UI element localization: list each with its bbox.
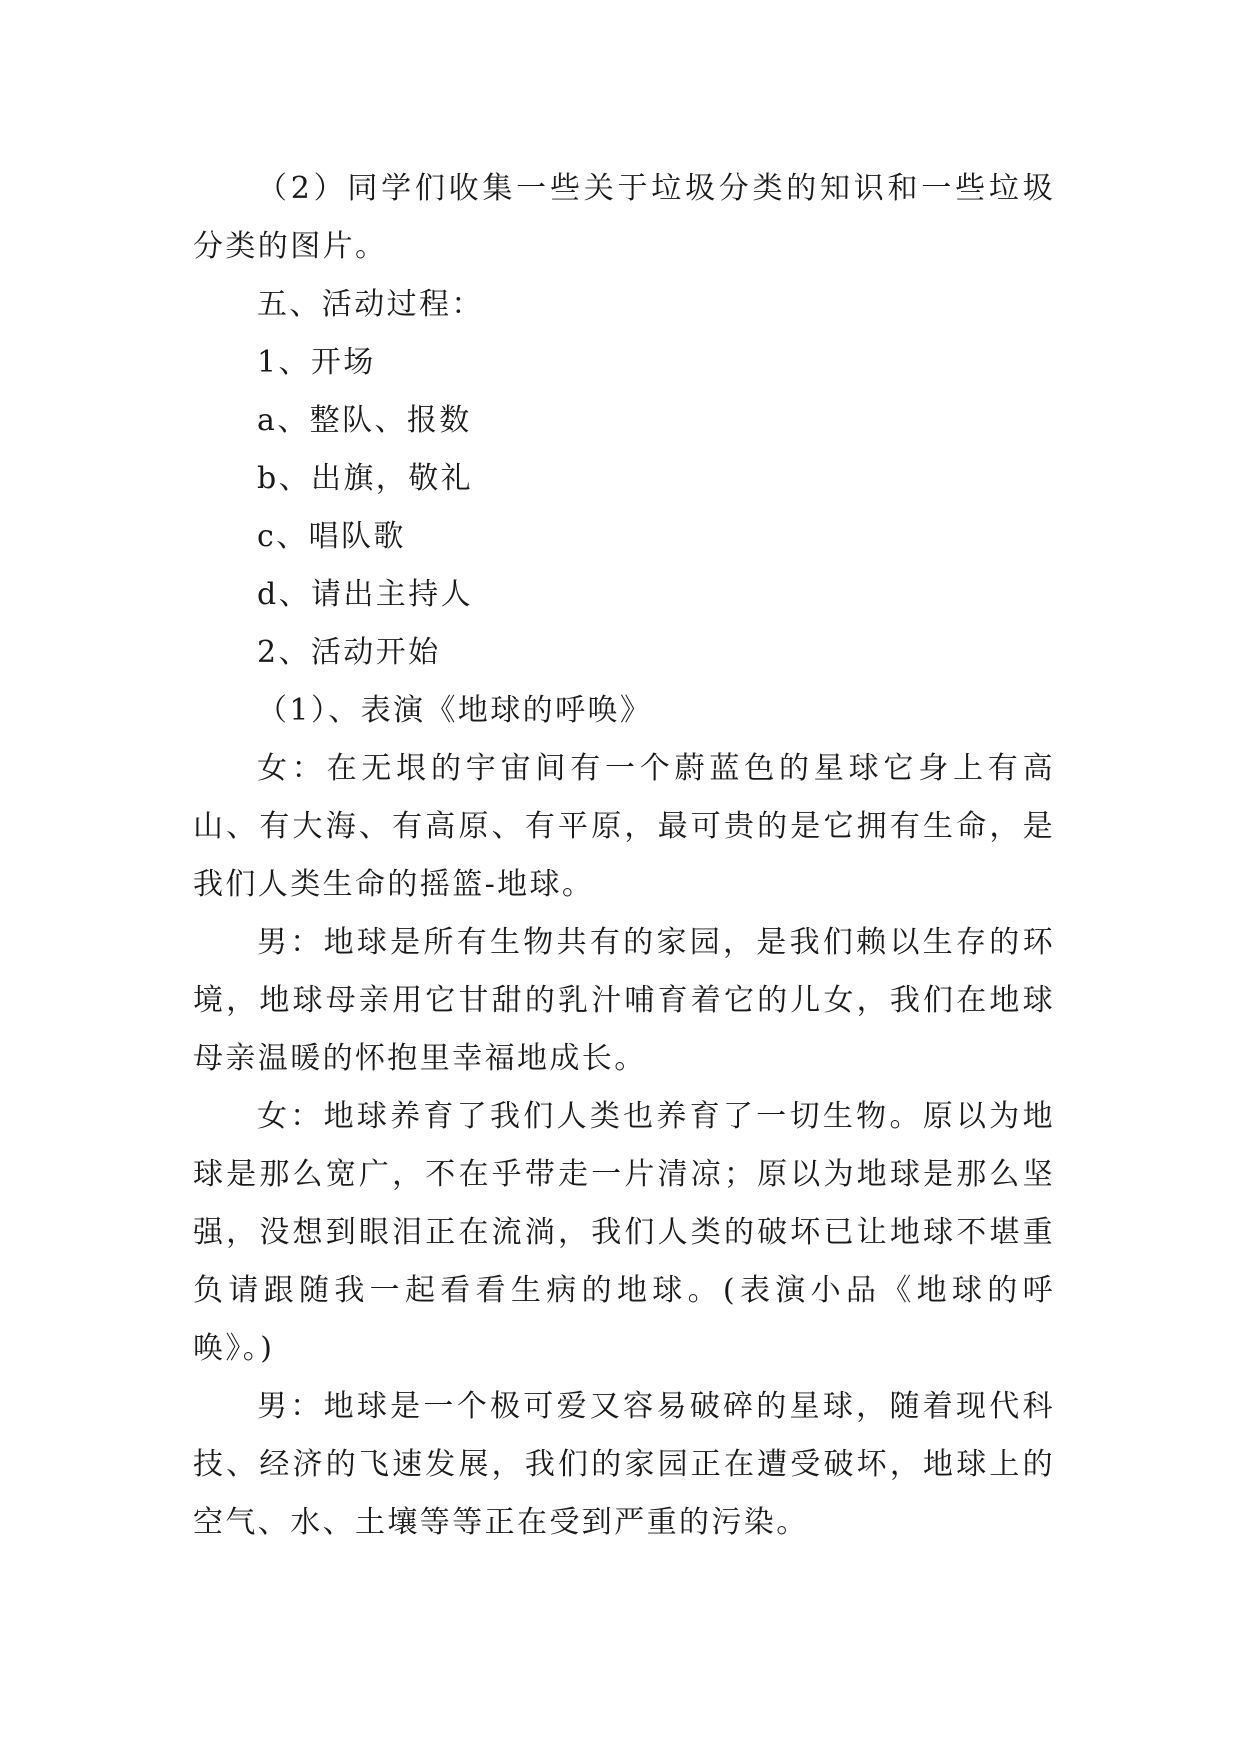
list-item-opening: 1、开场 <box>257 345 376 380</box>
paragraph-male-2: 男：地球是一个极可爱又容易破碎的星球，随着现代科技、经济的飞速发展，我们的家园正在遭受破坏，地球上的空气、水、土壤等等正在受到严重的污染。 <box>193 1389 1055 1540</box>
list-item-d: d、请出主持人 <box>257 577 474 612</box>
list-item-performance: （1）、表演《地球的呼唤》 <box>257 693 653 728</box>
paragraph-male-1: 男：地球是所有生物共有的家园，是我们赖以生存的环境，地球母亲用它甘甜的乳汁哺育着它的儿女，我们在地球母亲温暖的怀抱里幸福地成长。 <box>193 925 1055 1076</box>
list-item-a: a、整队、报数 <box>257 403 472 438</box>
section-heading-activity-process: 五、活动过程： <box>257 287 484 322</box>
list-item-b: b、出旗，敬礼 <box>257 461 474 496</box>
paragraph-female-1: 女：在无垠的宇宙间有一个蔚蓝色的星球它身上有高山、有大海、有高原、有平原，最可贵的是它拥有生命，是我们人类生命的摇篮-地球。 <box>193 751 1055 902</box>
paragraph-female-2: 女：地球养育了我们人类也养育了一切生物。原以为地球是那么宽广，不在乎带走一片清凉；原以为地球是那么坚强，没想到眼泪正在流淌，我们人类的破坏已让地球不堪重负请跟随我一起看看生病的地球。(表演小品《地球的呼唤》。) <box>193 1099 1055 1366</box>
list-item-activity-start: 2、活动开始 <box>257 635 441 670</box>
document-body <box>193 160 1055 1552</box>
list-item-c: c、唱队歌 <box>257 519 406 554</box>
paragraph-materials: （2）同学们收集一些关于垃圾分类的知识和一些垃圾分类的图片。 <box>193 171 1055 264</box>
